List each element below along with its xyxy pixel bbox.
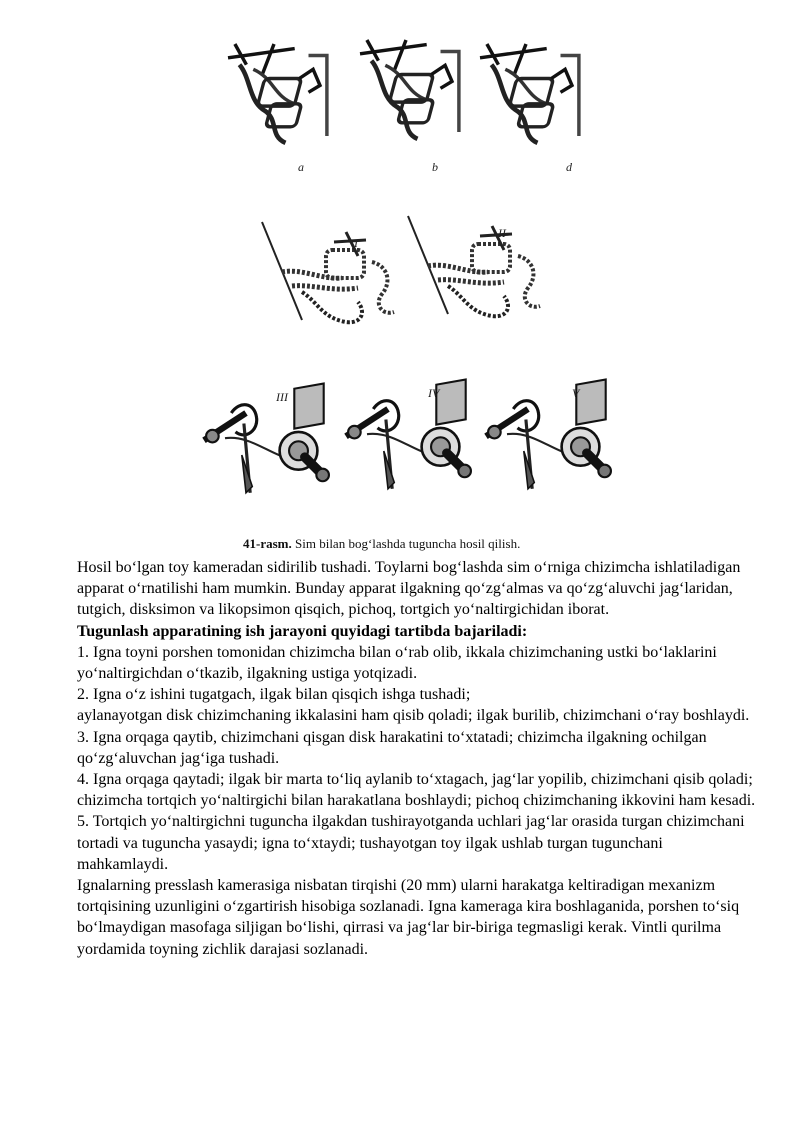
knot-drawing-V — [486, 379, 611, 488]
knot-drawing-a — [228, 44, 327, 143]
intro-paragraph: Hosil bo‘lgan toy kameradan sidirilib tushadi. Toylarni bog‘lashda sim o‘rniga chizimcha ishlatiladigan apparat o‘rnatilishi ham mumkin. Bunday apparat ilgakning qo‘zg‘almas va qo‘zg‘aluvchi jag‘laridan, tutgich, disksimon va likopsimon qisqich, pichoq, tortgich yo‘naltirgichidan iborat. — [77, 559, 741, 619]
body-text — [77, 557, 757, 960]
caption-number: 41-rasm. — [243, 536, 292, 551]
knot-illustration — [0, 0, 800, 560]
figure-label-V: V — [572, 386, 580, 400]
closing-paragraph: Ignalarning presslash kamerasiga nisbatan tirqishi (20 mm) ularni harakatga keltiradigan mexanizm tortqisining uzunligini o‘zgartirish hisobiga sozlanadi. Igna kameraga kira boshlaganida, porshen to‘siq bo‘lmaydigan masofaga siljigan bo‘lishi, qirrasi va jag‘lar bir-biriga tegmasligi kerak. Vintli qurilma yordamida toyning zichlik darajasi sozlanadi. — [77, 877, 740, 958]
knot-drawing-I — [262, 222, 394, 322]
figure-41 — [0, 0, 800, 560]
section-heading: Tugunlash apparatining ish jarayoni quyidagi tartibda bajariladi: — [77, 622, 528, 640]
knot-drawing-IV — [346, 379, 471, 488]
figure-label-d: d — [566, 160, 572, 174]
figure-label-b: b — [432, 160, 438, 174]
knot-drawing-III — [204, 383, 329, 492]
figure-label-III: III — [276, 390, 288, 404]
figure-label-IV: IV — [428, 386, 440, 400]
knot-drawing-b — [360, 40, 459, 139]
step-2-continued: aylanayotgan disk chizimchaning ikkalasini ham qisib qoladi; ilgak burilib, chizimchani o‘ray boshlaydi. — [77, 707, 750, 725]
knot-drawing-II — [408, 216, 540, 316]
figure-label-I: I — [354, 236, 358, 250]
step-3: 3. Igna orqaga qaytib, chizimchani qisgan disk harakatini to‘xtatadi; chizimcha ilgakning ochilgan qo‘zg‘aluvchan jag‘iga tushadi. — [77, 728, 707, 767]
step-2: 2. Igna o‘z ishini tugatgach, ilgak bilan qisqich ishga tushadi; — [77, 686, 471, 704]
knot-drawing-d — [480, 44, 579, 143]
figure-caption — [243, 536, 520, 552]
figure-label-a: a — [298, 160, 304, 174]
step-1: 1. Igna toyni porshen tomonidan chizimcha bilan o‘rab olib, ikkala chizimchaning ustki bo‘laklarini yo‘naltirgichdan o‘tkazib, ilgakning ustiga yotqizadi. — [77, 643, 717, 683]
step-4: 4. Igna orqaga qaytadi; ilgak bir marta to‘liq aylanib to‘xtagach, jag‘lar yopilib, chizimchani qisib qoladi; chizimcha tortqich yo‘naltirgichi bilan harakatlana boshlaydi; pichoq chizimchaning ikkovini ham kesadi. — [77, 771, 756, 810]
caption-text: Sim bilan bog‘lashda tuguncha hosil qilish. — [295, 536, 521, 551]
figure-label-II: II — [498, 226, 506, 240]
step-5: 5. Tortqich yo‘naltirgichni tuguncha ilgakdan tushirayotganda uchlari jag‘lar orasida turgan chizimchani tortadi va tuguncha yasaydi; igna to‘xtaydi; tushayotgan toy ilgak ushlab turgan tugunchani mahkamlaydi. — [77, 813, 745, 873]
